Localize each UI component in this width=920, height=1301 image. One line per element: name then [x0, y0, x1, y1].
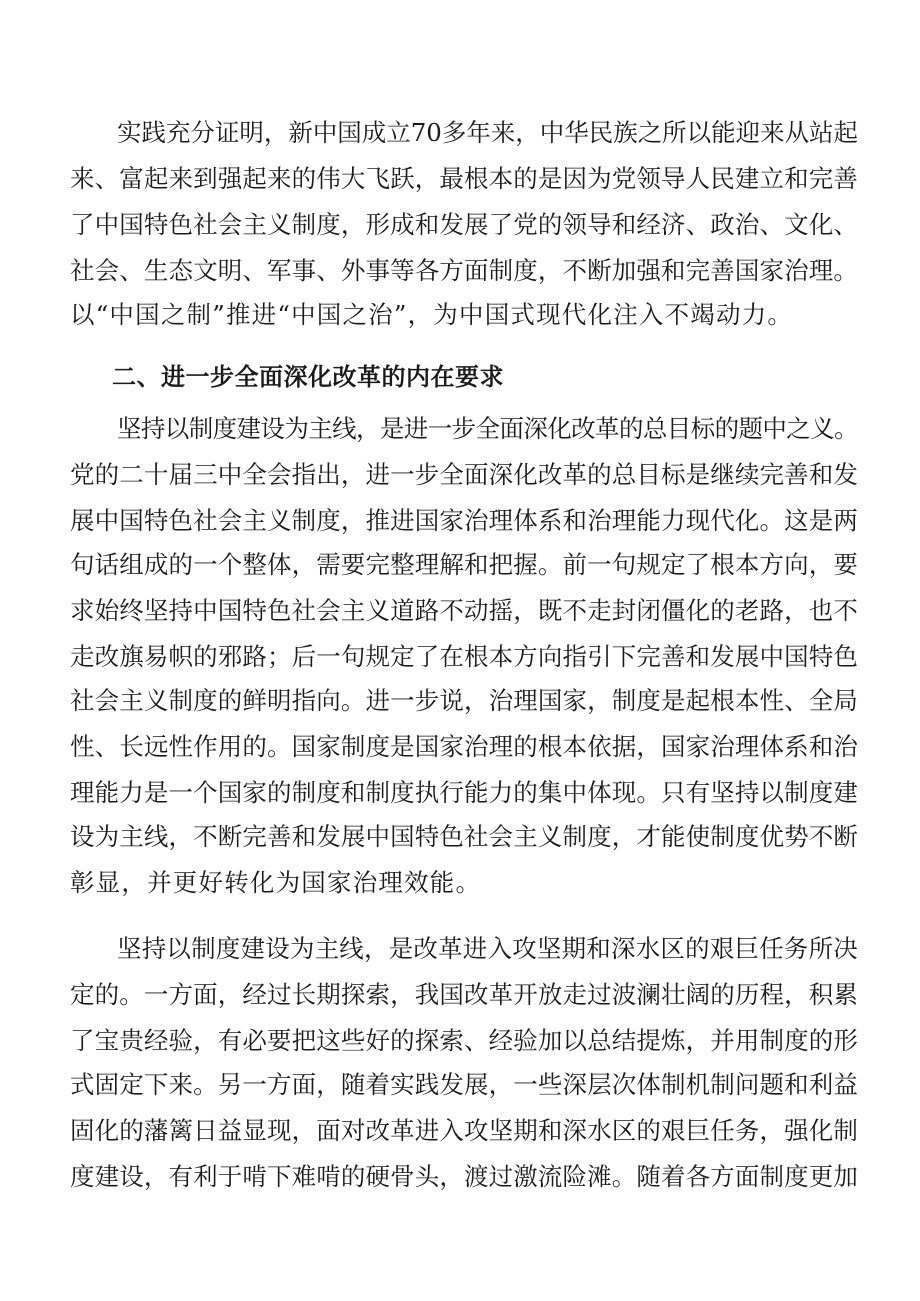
paragraph-2-line-5: 求始终坚持中国特色社会主义道路不动摇，既不走封闭僵化的老路，也不: [70, 596, 858, 625]
paragraph-2-line-1: 坚持以制度建设为主线，是进一步全面深化改革的总目标的题中之义。: [117, 414, 858, 443]
paragraph-3-line-1: 坚持以制度建设为主线，是改革进入攻坚期和深水区的艰巨任务所决: [117, 934, 858, 963]
paragraph-1-line-1: 实践充分证明，新中国成立70多年来，中华民族之所以能迎来从站起: [117, 118, 858, 147]
paragraph-2-line-7: 社会主义制度的鲜明指向。进一步说，治理国家，制度是起根本性、全局: [70, 686, 858, 715]
paragraph-2-line-6: 走改旗易帜的邪路；后一句规定了在根本方向指引下完善和发展中国特色: [70, 642, 858, 671]
paragraph-3-line-4: 式固定下来。另一方面，随着实践发展，一些深层次体制机制问题和利益: [70, 1070, 858, 1099]
paragraph-2-line-4: 句话组成的一个整体，需要完整理解和把握。前一句规定了根本方向，要: [70, 550, 858, 579]
paragraph-2-line-2: 党的二十届三中全会指出，进一步全面深化改革的总目标是继续完善和发: [70, 460, 858, 489]
paragraph-2-line-9: 理能力是一个国家的制度和制度执行能力的集中体现。只有坚持以制度建: [70, 778, 858, 807]
paragraph-2-line-8: 性、长远性作用的。国家制度是国家治理的根本依据，国家治理体系和治: [70, 732, 858, 761]
paragraph-2-line-10: 设为主线，不断完善和发展中国特色社会主义制度，才能使制度优势不断: [70, 822, 858, 851]
paragraph-3-line-6: 度建设，有利于啃下难啃的硬骨头，渡过激流险滩。随着各方面制度更加: [70, 1162, 858, 1191]
paragraph-1-line-4: 社会、生态文明、军事、外事等各方面制度，不断加强和完善国家治理。: [70, 256, 858, 285]
paragraph-3-line-2: 定的。一方面，经过长期探索，我国改革开放走过波澜壮阔的历程，积累: [70, 980, 858, 1009]
paragraph-2-line-11: 彰显，并更好转化为国家治理效能。: [70, 868, 482, 897]
paragraph-1-line-5: 以“中国之制”推进“中国之治”，为中国式现代化注入不竭动力。: [70, 300, 794, 329]
paragraph-1-line-2: 来、富起来到强起来的伟大飞跃，最根本的是因为党领导人民建立和完善: [70, 164, 858, 193]
paragraph-1-line-3: 了中国特色社会主义制度，形成和发展了党的领导和经济、政治、文化、: [70, 210, 858, 239]
paragraph-3-line-5: 固化的藩篱日益显现，面对改革进入攻坚期和深水区的艰巨任务，强化制: [70, 1116, 858, 1145]
paragraph-3-line-3: 了宝贵经验，有必要把这些好的探索、经验加以总结提炼，并用制度的形: [70, 1026, 858, 1055]
paragraph-2-line-3: 展中国特色社会主义制度，推进国家治理体系和治理能力现代化。这是两: [70, 506, 858, 535]
section-heading: 二、进一步全面深化改革的内在要求: [112, 363, 504, 391]
